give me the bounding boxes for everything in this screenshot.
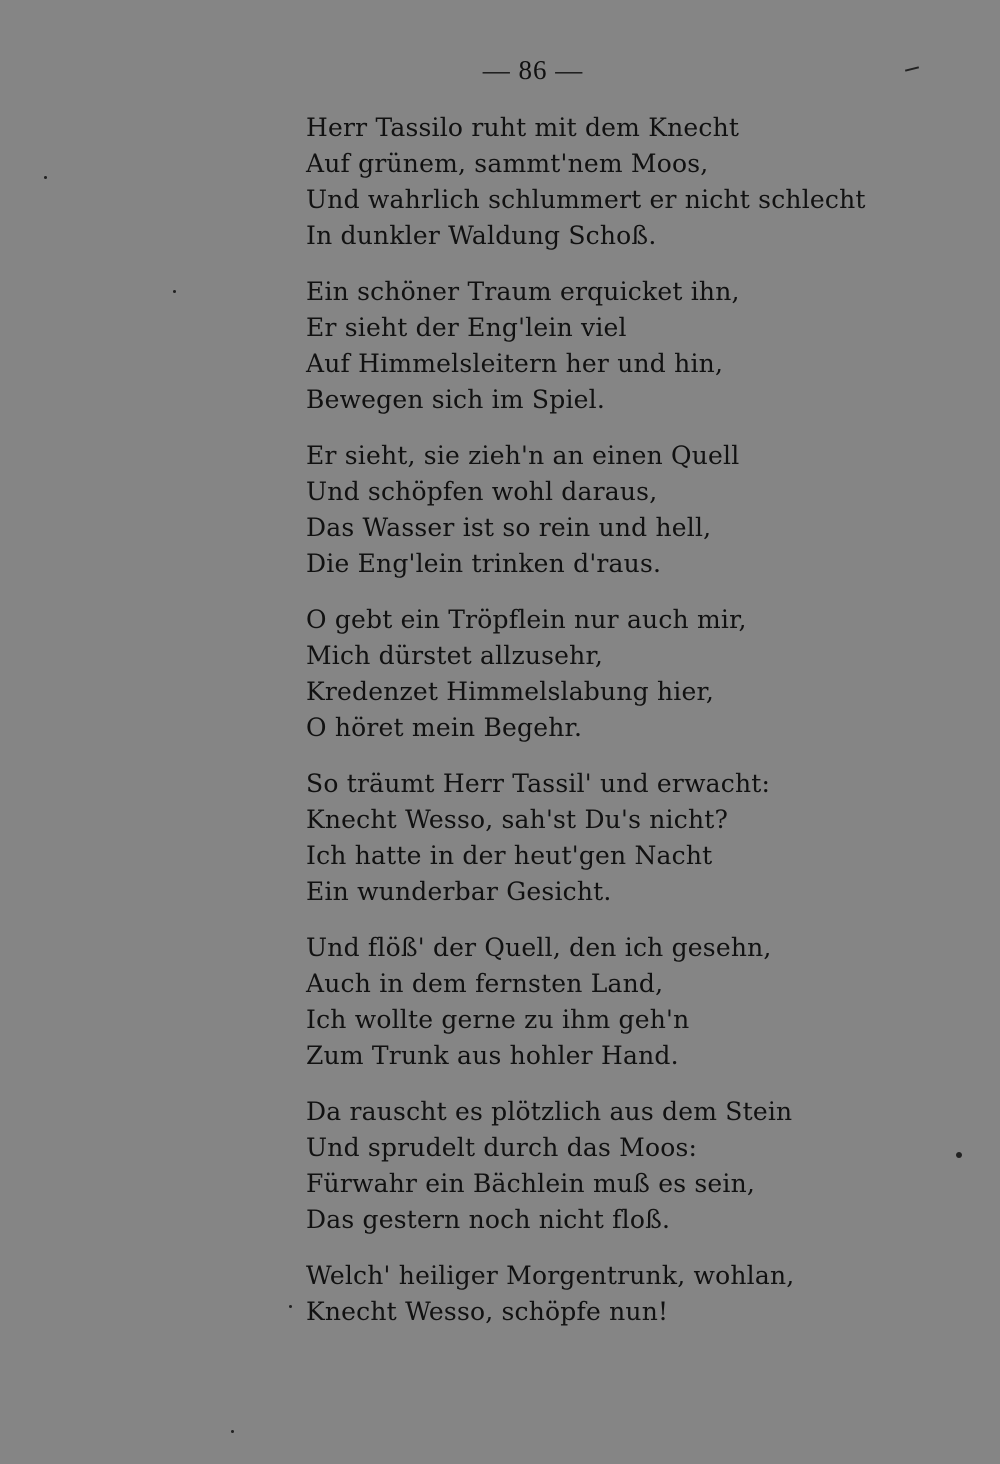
scan-speck [173, 290, 176, 293]
verse-line: Auf Himmelsleitern her und hin, [306, 349, 724, 378]
poem-body [306, 110, 966, 1350]
verse-line: Auch in dem fernsten Land, [306, 969, 664, 998]
stanza [306, 766, 966, 910]
verse-line: Da rauscht es plötzlich aus dem Stein [306, 1097, 793, 1126]
stanza [306, 1258, 966, 1330]
verse-line: Er sieht der Eng'lein viel [306, 313, 627, 342]
verse-line: Ein wunderbar Gesicht. [306, 877, 612, 906]
verse-line: Zum Trunk aus hohler Hand. [306, 1041, 679, 1070]
verse-line: Und schöpfen wohl daraus, [306, 477, 658, 506]
verse-line: Welch' heiliger Morgentrunk, wohlan, [306, 1261, 795, 1290]
verse-line: Die Eng'lein trinken d'raus. [306, 549, 662, 578]
verse-line: Und flöß' der Quell, den ich gesehn, [306, 933, 772, 962]
verse-line: Das gestern noch nicht floß. [306, 1205, 671, 1234]
verse-line: Knecht Wesso, schöpfe nun! [306, 1297, 669, 1326]
verse-line: Ich wollte gerne zu ihm geh'n [306, 1005, 690, 1034]
page-number: — 86 — [482, 55, 584, 85]
verse-line: Ein schöner Traum erquicket ihn, [306, 277, 740, 306]
stanza [306, 1094, 966, 1238]
verse-line: Bewegen sich im Spiel. [306, 385, 605, 414]
verse-line: O gebt ein Tröpflein nur auch mir, [306, 605, 747, 634]
verse-line: Er sieht, sie zieh'n an einen Quell [306, 441, 740, 470]
verse-line: O höret mein Begehr. [306, 713, 583, 742]
stanza [306, 930, 966, 1074]
scan-speck [289, 1305, 292, 1308]
verse-line: Herr Tassilo ruht mit dem Knecht [306, 113, 740, 142]
verse-line: In dunkler Waldung Schoß. [306, 221, 657, 250]
verse-line: Mich dürstet allzusehr, [306, 641, 604, 670]
verse-line: So träumt Herr Tassil' und erwacht: [306, 769, 771, 798]
verse-line: Kredenzet Himmelslabung hier, [306, 677, 715, 706]
stanza [306, 274, 966, 418]
stanza [306, 438, 966, 582]
verse-line: Fürwahr ein Bächlein muß es sein, [306, 1169, 756, 1198]
scan-speck [44, 176, 47, 179]
stanza [306, 110, 966, 254]
verse-line: Auf grünem, sammt'nem Moos, [306, 149, 709, 178]
verse-line: Ich hatte in der heut'gen Nacht [306, 841, 713, 870]
verse-line: Und wahrlich schlummert er nicht schlecht [306, 185, 866, 214]
verse-line: Und sprudelt durch das Moos: [306, 1133, 698, 1162]
scan-speck [231, 1430, 234, 1433]
stanza [306, 602, 966, 746]
verse-line: Das Wasser ist so rein und hell, [306, 513, 712, 542]
verse-line: Knecht Wesso, sah'st Du's nicht? [306, 805, 729, 834]
